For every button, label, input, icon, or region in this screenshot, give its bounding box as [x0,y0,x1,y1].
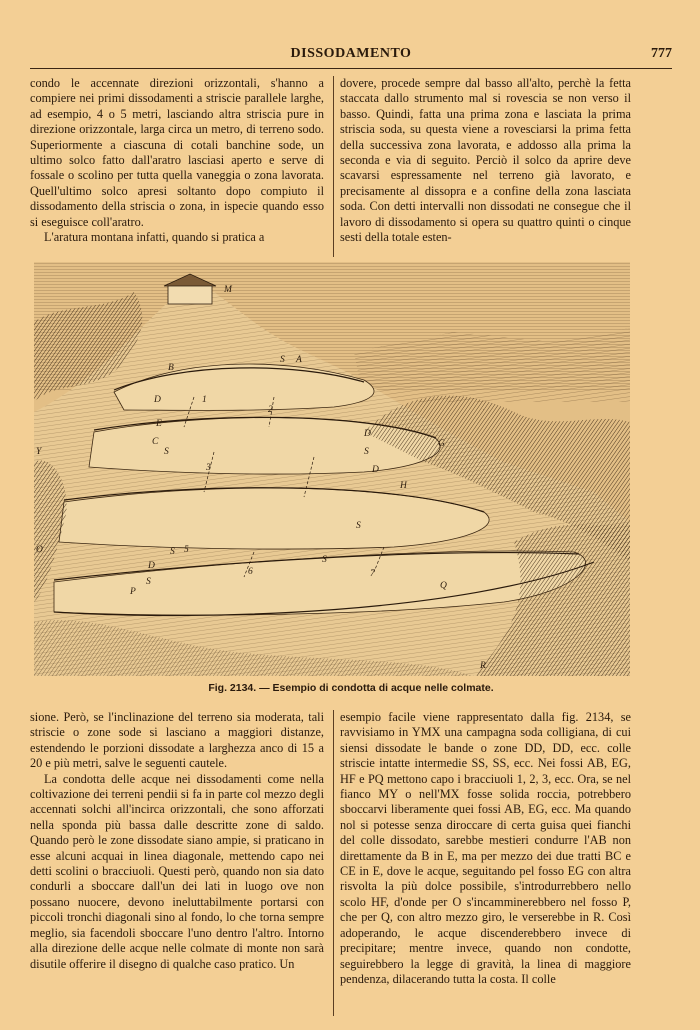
paragraph: L'aratura montana infatti, quando si pratica a [44,230,265,245]
page-header [30,46,672,69]
figure-label: B [168,363,174,373]
paragraph: esempio facile viene rappresentato dalla fig. 2134, se ravvisiamo in YMX una campagna soda colligiana, di cui siensi dissodate le bande o zone DD, DD, ecc. colle striscie intatte intermedie SS, SS, ecc. Nei fossi AB, EG, HF e PQ mettono capo i bracciuoli 1, 2, 3, ecc. Ora, se nel fianco MY o nell'MX fosse solida roccia, potrebbero sboccarvi liberamente quei fossi AB, EG, ecc. Ma quando nol si potesse senza diroccare di certa guisa quei fianchi del colle dissodato, sarebbe mestieri condurre l'AB non direttamente da B in E, ma per mezzo dei due tratti BC e CE in E, dove le acque, seguitando pel fosso EG con altra risvolta la più dolce possibile, s'introdurrebbero nello scolo HF, d'onde per O s'incamminerebbero nel fosso P, che per Q, con altro mezzo giro, le verserebbe in R. Così adoperando, le acque discenderebbero invece di precipitare; mentre invece, quando non condotte, seguirebbero la legge di gravità, la linea di maggiore pendenza, dilacerando tutta la costa. Il colle [340,710,631,986]
text-column-bottom-right [340,710,631,987]
text-column-top-right [340,76,631,245]
figure-label: P [130,587,136,597]
figure-label: S [280,355,285,365]
text-column-top-left [30,76,324,245]
figure-label: Y [36,447,42,457]
figure-label: S [322,555,327,565]
figure-label: C [152,437,159,447]
figure-engraving [34,262,630,676]
figure-label: R [480,661,486,671]
figure-label: 1 [202,395,207,405]
paragraph: sione. Però, se l'inclinazione del terreno sia moderata, tali striscie o zone sode si lasciano a maggiori distanze, estendendo le porzioni dissodate a larghezza anco di 15 a 20 e più metri, salve le seguenti cautele. [30,710,324,771]
figure-label: S [170,547,175,557]
hillside-illustration [34,262,630,676]
figure-label: E [156,419,162,429]
figure-label: Q [440,581,447,591]
figure-label: D [372,465,379,475]
page-number: 777 [651,46,672,61]
figure-label: S [164,447,169,457]
figure-label: 5 [184,545,189,555]
column-divider [333,710,334,1016]
paragraph: La condotta delle acque nei dissodamenti come nella coltivazione dei terreni pendii si fa in parte col mezzo degli accennati solchi all'incirca orizzontali, che sono afforzati nella sponda più bassa dalle descritte zone di saldo. Quando però le zone dissodate siano ampie, si praticano in esse alcuni acquai in linea diagonale, mettendo capo nei detti scolini o bracciuoli. Questi però, quando non sia dato condurli a sboccare dall'un dei lati in luogo ove non possano nuocere, devono ineluttabilmente portarsi con piccoli tronchi diagonali sino al fondo, lo che torna sempre meglio, sia facendoli sboccare l'uno dentro l'altro. Intorno alla direzione delle acque nelle colmate di monte non sarà disutile offerire il disegno di qualche caso pratico. Un [30,771,324,971]
figure-label: D [364,429,371,439]
figure-label: S [356,521,361,531]
text-column-bottom-left [30,710,324,972]
figure-label: O [36,545,43,555]
figure-label: D [154,395,161,405]
figure-label: G [438,439,445,449]
figure-label: A [296,355,302,365]
figure-label: 3 [206,463,211,473]
figure-label: 6 [248,567,253,577]
running-title: DISSODAMENTO [290,46,412,61]
figure-caption: Fig. 2134. — Esempio di condotta di acque nelle colmate. [208,682,494,694]
column-divider [333,76,334,257]
paragraph: condo le accennate direzioni orizzontali, s'hanno a compiere nei primi dissodamenti a striscie parallele larghe, ad esempio, 4 o 5 metri, lasciando altra striscia pure in direzione orizzontale, larga circa un metro, di terreno sodo. Superiormente a ciascuna di cotali banchine sode, un ultimo solco fatto dall'aratro lasciasi aperto e serve di fossale o scolino per tutta quella vaneggia o zona lavorata. Quell'ultimo solco apresi soltanto dopo compiuto il dissodamento della striscia o zona, in ispecie quando esso si eseguisce coll'aratro. [30,76,324,229]
figure-label: S [364,447,369,457]
figure-label: D [148,561,155,571]
paragraph: dovere, procede sempre dal basso all'alto, perchè la fetta staccata dallo strumento mal si rovescia se non verso il basso. Quindi, fatta una prima zona e lasciata la prima striscia soda, su questa viene a rovesciarsi la prima fetta della successiva zona lavorata, e addosso alla prima la seconda e via di seguito. Perciò il solco da aprire deve scavarsi espressamente nel terreno già lavorato, e precisamente al dissopra e a confine della zona lasciata soda. Con detti intervalli non dissodati ne consegue che il lavoro di dissodamento si opera su quattro quinti o cinque sesti della totale esten- [340,76,631,245]
figure-label: H [400,481,407,491]
figure-label: 7 [370,569,375,579]
figure-label: 2 [268,405,273,415]
figure-label: M [224,285,232,295]
figure-label: S [146,577,151,587]
